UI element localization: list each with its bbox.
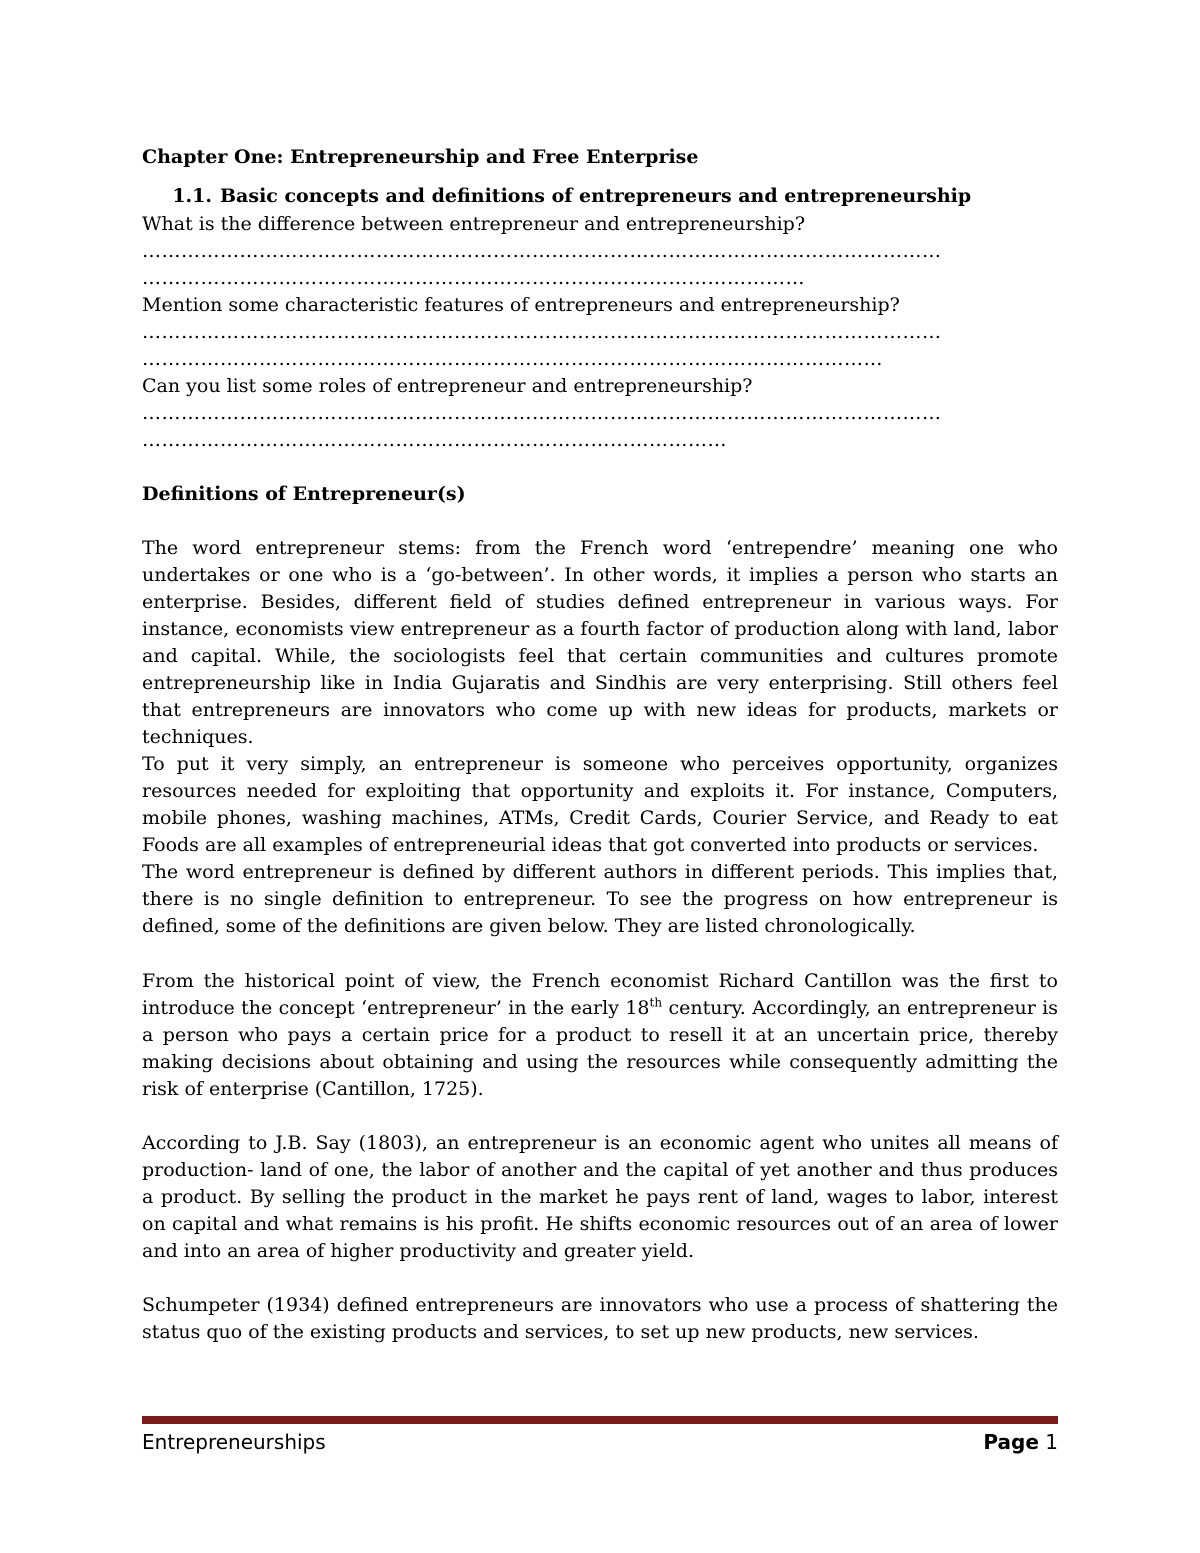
paragraph-text-a: From the historical point of view, the French economist Richard Cantillon was the first to introduce the concept ‘entrepreneur’ in the early 18 — [142, 970, 1058, 1019]
footer-title: Entrepreneurships — [142, 1430, 326, 1454]
answer-dots: ……………………………………………………………………………… — [142, 429, 727, 451]
paragraph-text: Schumpeter (1934) defined entrepreneurs are innovators who use a process of shattering the status quo of the existing products and services, to set up new products, new services. — [142, 1294, 1058, 1343]
paragraph-text: The word entrepreneur is defined by different authors in different periods. This implies that, there is no single definition to entrepreneur. To see the progress on how entrepreneur is defined, some of the definitions are given below. They are listed chronologically. — [142, 861, 1058, 937]
paragraph-text: To put it very simply, an entrepreneur is someone who perceives opportunity, organizes resources needed for exploiting that opportunity and exploits it. For instance, Computers, mobile phones, washing machines, ATMs, Credit Cards, Courier Service, and Ready to eat Foods are all examples of entrepreneurial ideas that got converted into products or services. — [142, 753, 1058, 856]
paragraph-4 — [142, 968, 1058, 1103]
paragraph-1 — [142, 535, 1058, 859]
question-2 — [142, 292, 1058, 373]
section-number: 1.1. — [172, 185, 212, 207]
paragraph-3 — [142, 859, 1058, 940]
paragraph-text-b: century. Accordingly, an entrepreneur is a person who pays a certain price for a product to resell it at an uncertain price, thereby making decisions about obtaining and using the resources while consequently admitting the risk of enterprise (Cantillon, 1725). — [142, 997, 1059, 1100]
page-number-value: 1 — [1045, 1430, 1058, 1454]
question-text: What is the difference between entrepreneur and entrepreneurship? — [142, 213, 806, 235]
paragraph-text: According to J.B. Say (1803), an entrepreneur is an economic agent who unites all means of production- land of one, the labor of another and the capital of yet another and thus produces a product. By selling the product in the market he pays rent of land, wages to labor, interest on capital and what remains is his profit. He shifts economic resources out of an area of lower and into an area of higher productivity and greater yield. — [142, 1132, 1058, 1262]
answer-dots: …………………………………………………………………………………………………………… — [142, 321, 942, 343]
page-number — [983, 1430, 1058, 1454]
question-text: Can you list some roles of entrepreneur and entrepreneurship? — [142, 375, 753, 397]
page-label: Page — [983, 1430, 1039, 1454]
paragraph-6 — [142, 1292, 1058, 1346]
definitions-heading: Definitions of Entrepreneur(s) — [142, 483, 466, 505]
answer-dots: …………………………………………………………………………………………………………… — [142, 402, 942, 424]
answer-dots: …………………………………………………………………………………………………………… — [142, 240, 942, 262]
paragraph-5 — [142, 1130, 1058, 1265]
question-3 — [142, 373, 1058, 454]
question-text: Mention some characteristic features of entrepreneurs and entrepreneurship? — [142, 294, 900, 316]
section-title: Basic concepts and definitions of entrepreneurs and entrepreneurship — [220, 185, 972, 207]
superscript: th — [649, 995, 663, 1010]
chapter-title: Chapter One: Entrepreneurship and Free Enterprise — [142, 146, 699, 168]
footer-rule — [142, 1416, 1058, 1424]
paragraph-text — [142, 968, 1058, 1103]
answer-dots: ………………………………………………………………………………………… — [142, 267, 805, 289]
question-1 — [142, 184, 1058, 292]
answer-dots: …………………………………………………………………………………………………… — [142, 348, 883, 370]
paragraph-text: The word entrepreneur stems: from the French word ‘entrependre’ meaning one who undertakes or one who is a ‘go-between’. In other words, it implies a person who starts an enterprise. Besides, different field of studies defined entrepreneur in various ways. For instance, economists view entrepreneur as a fourth factor of production along with land, labor and capital. While, the sociologists feel that certain communities and cultures promote entrepreneurship like in India Gujaratis and Sindhis are very enterprising. Still others feel that entrepreneurs are innovators who come up with new ideas for products, markets or techniques. — [142, 537, 1058, 748]
